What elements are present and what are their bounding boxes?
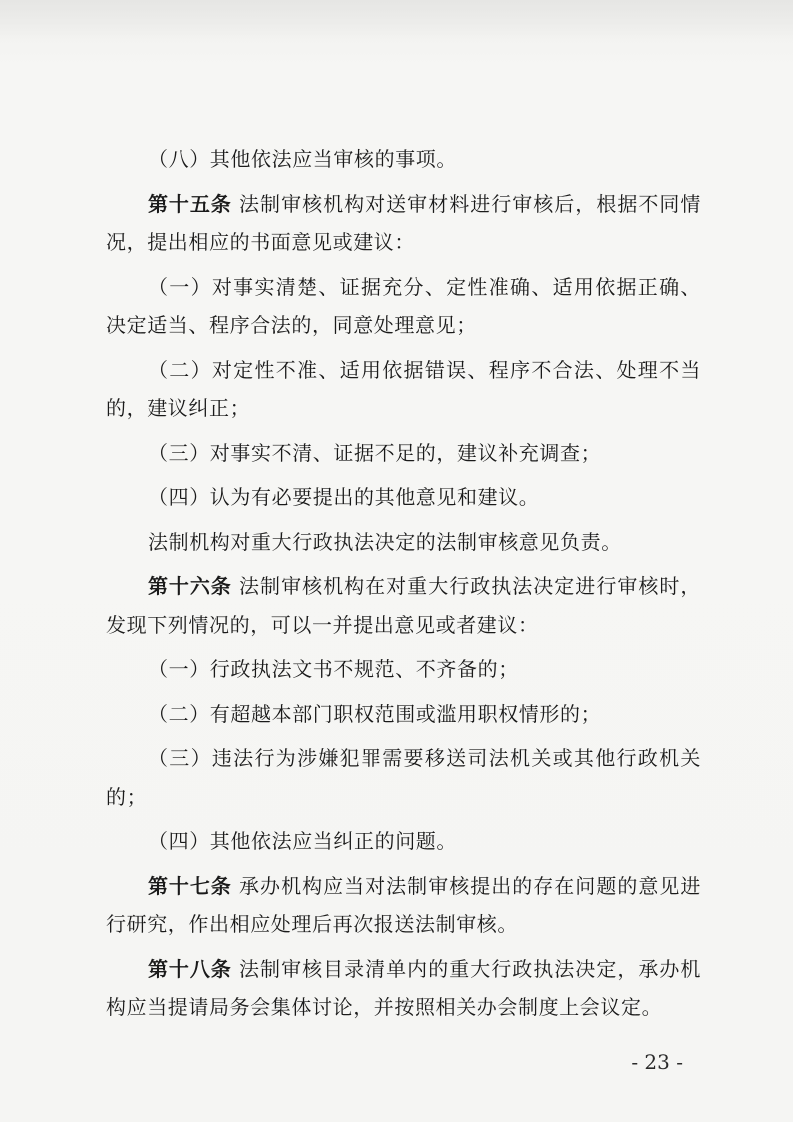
paragraph <box>106 185 701 262</box>
scan-edge <box>0 0 793 40</box>
paragraph <box>106 822 701 861</box>
paragraph-text: 法制审核机构在对重大行政执法决定进行审核时，发现下列情况的，可以一并提出意见或者建议： <box>106 574 701 637</box>
paragraph <box>106 523 701 562</box>
paragraph <box>106 739 701 816</box>
article-number: 第十八条 <box>148 956 232 981</box>
paragraph-text: （八）其他依法应当审核的事项。 <box>148 147 457 171</box>
page-number <box>0 1050 793 1074</box>
paragraph <box>106 567 701 644</box>
article-number: 第十五条 <box>148 191 232 216</box>
paragraph-text: 法制审核目录清单内的重大行政执法决定，承办机构应当提请局务会集体讨论，并按照相关办会制度上会议定。 <box>106 956 701 1019</box>
article-number: 第十七条 <box>148 873 232 898</box>
page-number-text: - 23 - <box>631 1050 683 1074</box>
paragraph <box>106 140 701 179</box>
paragraph-text: （四）其他依法应当纠正的问题。 <box>148 829 457 853</box>
paragraph <box>106 950 701 1027</box>
paragraph-text: 法制机构对重大行政执法决定的法制审核意见负责。 <box>148 529 622 554</box>
paragraph <box>106 650 701 689</box>
paragraph-text: 承办机构应当对法制审核提出的存在问题的意见进行研究，作出相应处理后再次报送法制审核。 <box>106 873 701 936</box>
paragraph-text: （三）对事实不清、证据不足的，建议补充调查； <box>148 440 602 465</box>
paragraph-text: （二）对定性不准、适用依据错误、程序不合法、处理不当的，建议纠正； <box>106 357 701 420</box>
paragraph <box>106 478 701 517</box>
paragraph-text: （二）有超越本部门职权范围或滥用职权情形的； <box>148 701 602 726</box>
paragraph-text: （一）对事实清楚、证据充分、定性准确、适用依据正确、决定适当、程序合法的，同意处理意见； <box>106 274 701 337</box>
paragraph-text: 法制审核机构对送审材料进行审核后，根据不同情况，提出相应的书面意见或建议： <box>106 191 701 254</box>
paragraph <box>106 434 701 473</box>
paragraph-text: （一）行政执法文书不规范、不齐备的； <box>148 657 519 681</box>
paragraph-text: （四）认为有必要提出的其他意见和建议。 <box>148 485 540 509</box>
paragraph <box>106 695 701 734</box>
article-number: 第十六条 <box>148 574 232 598</box>
document-body <box>106 140 701 1033</box>
paragraph <box>106 351 701 428</box>
paragraph-text: （三）违法行为涉嫌犯罪需要移送司法机关或其他行政机关的； <box>106 746 701 809</box>
paragraph <box>106 867 701 944</box>
paragraph <box>106 268 701 345</box>
